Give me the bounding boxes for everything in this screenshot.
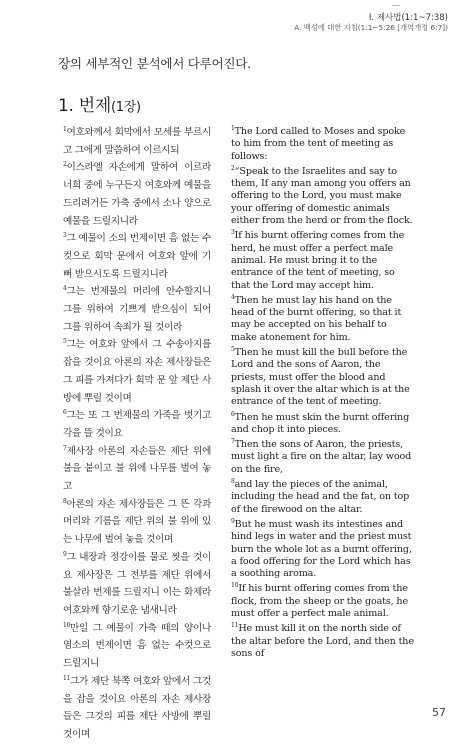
verse-number: 4: [231, 293, 235, 301]
verse-number: 8: [231, 478, 235, 486]
verse-number: 6: [231, 410, 235, 418]
verse-text: But he must wash its intestines and hind legs in water and the priest must burn the whole lot as a burnt offering, a food offering for the Lord which has a soothing aroma.: [231, 518, 412, 580]
verse-text: 만일 그 예물이 가축 떼의 양이나 염소의 번제이면 흠 없는 수컷으로 드릴지니: [63, 622, 211, 670]
korean-verse: [63, 620, 211, 673]
verse-number: 10: [231, 582, 239, 590]
verse-number: 2: [231, 164, 235, 172]
english-verse: [231, 166, 414, 227]
verse-text: 여호와께서 회막에서 모세를 부르시고 그에게 말씀하여 이르시되: [63, 127, 211, 156]
verse-text: The Lord called to Moses and spoke to him from the tent of meeting as follows:: [231, 126, 406, 162]
korean-verse: [63, 283, 211, 336]
verse-text: and lay the pieces of the animal, including the head and the fat, on top of the firewood on the altar.: [231, 479, 410, 515]
verse-number: 3: [63, 232, 67, 240]
korean-verse: [63, 496, 211, 549]
english-verse: [231, 623, 414, 660]
page-number: 57: [432, 706, 446, 719]
verse-text: 그는 여호와 앞에서 그 수송아지를 잡을 것이요 아론의 자손 제사장들은 그 피를 가져다가 회막 문 앞 제단 사방에 뿌릴 것이며: [63, 339, 211, 404]
english-verse: [231, 519, 414, 580]
verse-number: 8: [63, 497, 67, 505]
verse-number: 4: [63, 285, 67, 293]
english-verse: [231, 230, 414, 291]
korean-verse: [63, 124, 211, 159]
verse-number: 6: [63, 409, 67, 417]
english-verse: [231, 439, 414, 476]
verse-number: 3: [231, 229, 235, 237]
korean-verse: [63, 336, 211, 407]
verse-text: 제사장 아론의 자손들은 제단 위에 불을 붙이고 불 위에 나무를 벌여 놓고: [63, 445, 211, 493]
running-head-subtitle: A. 백성에 대한 지침(1:1~5:26 [개역개정 6:7]): [294, 23, 448, 32]
verse-text: “Speak to the Israelites and say to them, If any man among you offers an offering to the Lord, you must make your offering of domestic animals either from the herd or from the flock.: [231, 165, 413, 227]
verse-text: 그는 또 그 번제물의 가죽을 벗기고 각을 뜰 것이요: [63, 410, 211, 439]
verse-text: 아론의 자손 제사장들은 그 뜬 각과 머리와 기름을 제단 위의 불 위에 있는 나무에 벌여 놓을 것이며: [63, 498, 211, 546]
verse-text: 그 예물이 소의 번제이면 흠 없는 수컷으로 회막 문에서 여호와 앞에 기뻐 받으시도록 드릴지니라: [63, 233, 211, 280]
section-heading: [58, 91, 141, 116]
verse-text: If his burnt offering comes from the flock, from the sheep or the goats, he must offer a perfect male animal.: [231, 583, 408, 619]
intro-line: 장의 세부적인 분석에서 다루어진다.: [58, 56, 251, 71]
verse-number: 1: [231, 125, 235, 132]
verse-number: 10: [63, 621, 70, 629]
english-verse: [231, 412, 414, 437]
verse-number: 5: [63, 338, 67, 346]
english-verse: [231, 479, 414, 516]
verse-number: 11: [63, 674, 70, 682]
korean-verse: [63, 230, 211, 283]
korean-verse: [63, 407, 211, 442]
korean-text-column: [63, 124, 211, 744]
english-text-column: [231, 126, 414, 663]
korean-verse: [63, 549, 211, 620]
verse-text: He must kill it on the north side of the altar before the Lord, and then the sons of: [231, 623, 414, 659]
running-head-title: I. 제사법(1:1~7:38): [368, 13, 448, 23]
verse-text: Then he must kill the bull before the Lord and the sons of Aaron, the priests, must offer the blood and splash it over the altar which is at the entrance of the tent of meeting.: [231, 347, 410, 408]
section-chapter-ref: (1장): [110, 100, 141, 115]
verse-text: 그는 번제물의 머리에 안수할지니 그를 위하여 기쁘게 받으심이 되어 그를 위하여 속죄가 될 것이라: [63, 286, 211, 333]
verse-number: 7: [63, 444, 67, 452]
verse-number: 11: [231, 622, 239, 630]
verse-number: 1: [63, 126, 67, 133]
verse-text: 그가 제단 북쪽 여호와 앞에서 그것을 잡을 것이요 아론의 자손 제사장들은 그것의 피를 제단 사방에 뿌릴 것이며: [63, 675, 211, 740]
korean-verse: [63, 673, 211, 744]
korean-verse: [63, 443, 211, 496]
english-verse: [231, 583, 414, 620]
korean-verse: [63, 159, 211, 230]
verse-number: 2: [63, 161, 67, 169]
verse-text: 그 내장과 정강이를 물로 씻을 것이요 제사장은 그 전부를 제단 위에서 불살라 번제를 드릴지니 이는 화제라 여호와께 향기로운 냄새니라: [63, 551, 211, 616]
verse-number: 9: [63, 550, 67, 558]
verse-text: 이스라엘 자손에게 말하여 이르라 너희 중에 누구든지 여호와께 예물을 드리려거든 가축 중에서 소나 양으로 예물을 드릴지니라: [63, 162, 211, 227]
verse-text: Then he must lay his hand on the head of the burnt offering, so that it may be accepted on his behalf to make atonement for him.: [231, 294, 402, 343]
section-title: 1. 번제: [58, 96, 111, 116]
english-verse: [231, 347, 414, 408]
verse-text: Then the sons of Aaron, the priests, must light a fire on the altar, lay wood on the fire,: [231, 439, 412, 475]
verse-text: If his burnt offering comes from the herd, he must offer a perfect male animal. He must bring it to the entrance of the tent of meeting, so that the Lord may accept him.: [231, 230, 405, 291]
verse-number: 7: [231, 438, 235, 446]
verse-text: Then he must skin the burnt offering and chop it into pieces.: [231, 411, 410, 435]
english-verse: [231, 295, 414, 344]
verse-number: 5: [231, 346, 235, 354]
verse-number: 9: [231, 517, 235, 525]
header-rule: [392, 5, 400, 6]
english-verse: [231, 126, 414, 163]
